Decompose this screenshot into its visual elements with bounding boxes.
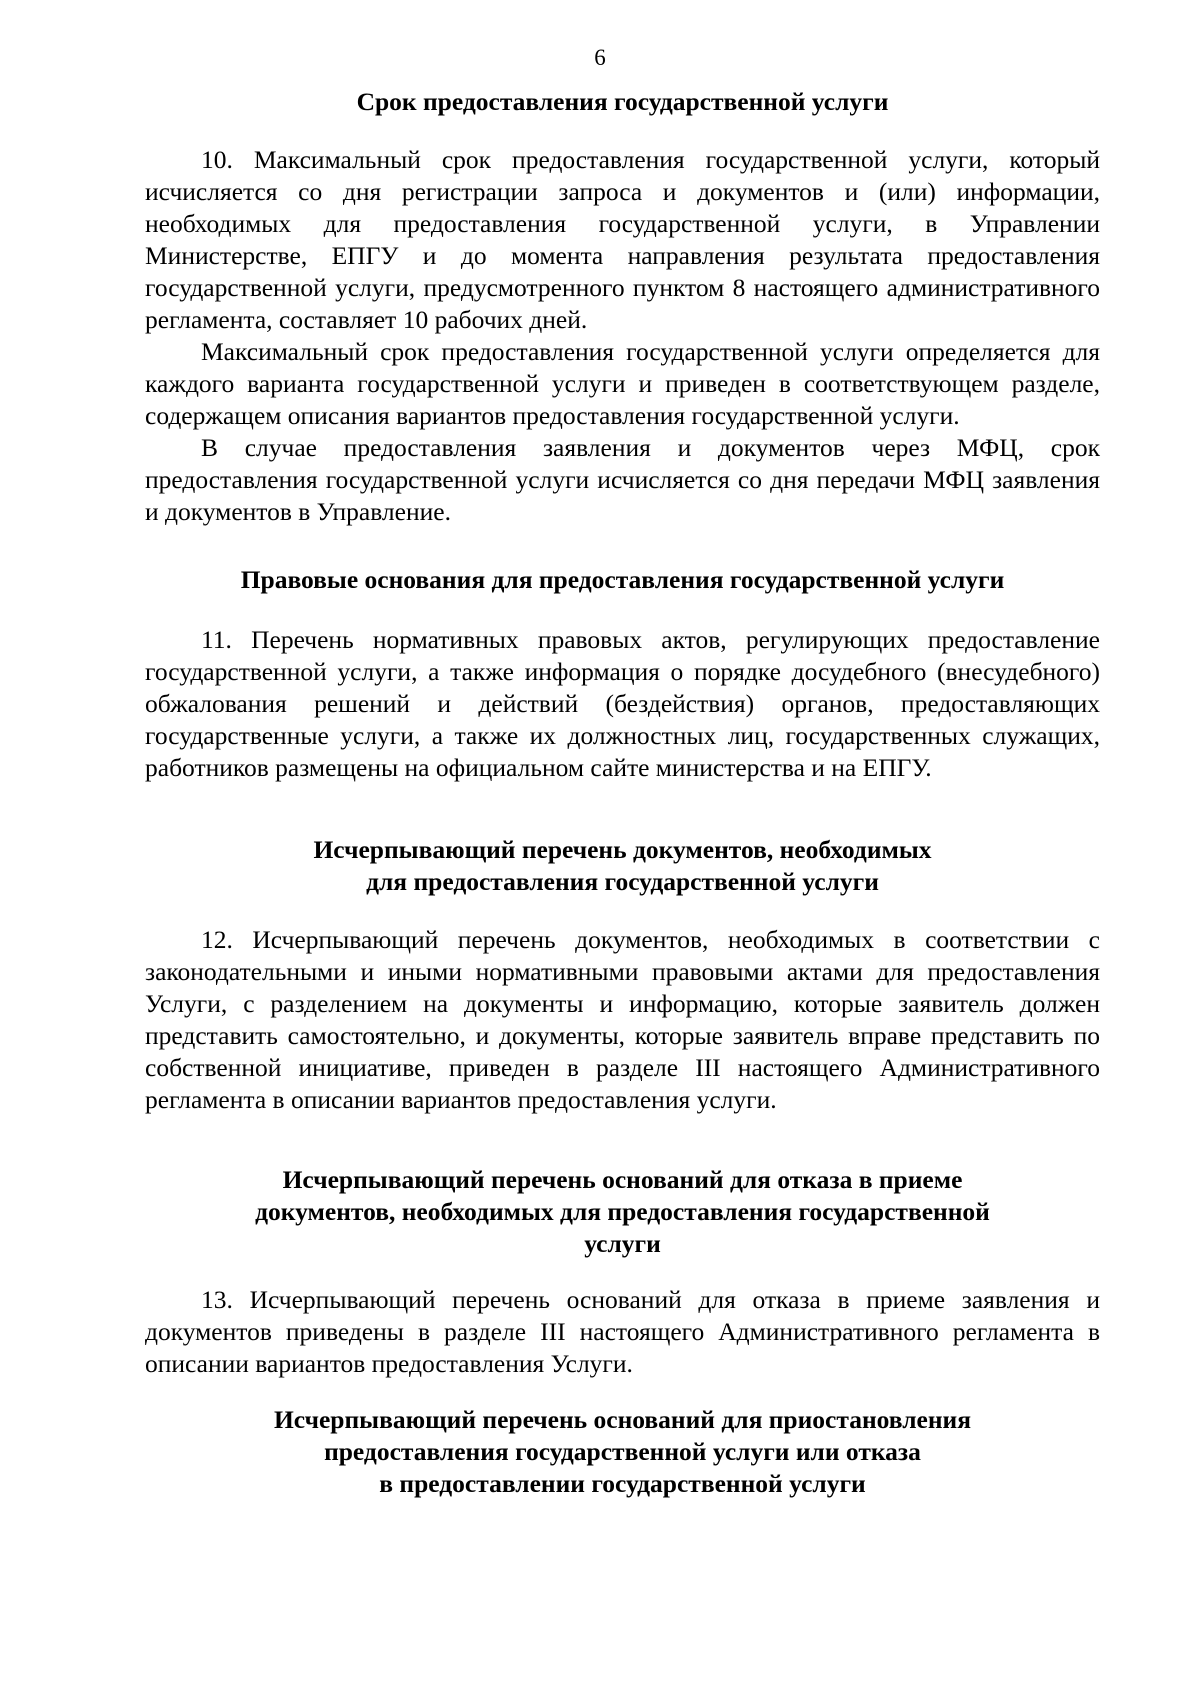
- heading-line: Правовые основания для предоставления государственной услуги: [240, 565, 1005, 594]
- section-heading: [145, 1164, 1100, 1260]
- paragraph: Максимальный срок предоставления государственной услуги определяется для каждого варианта государственной услуги и приведен в соответствующем разделе, содержащем описания вариантов предоставления государственной услуги.: [145, 337, 1100, 430]
- section-heading: [145, 86, 1100, 118]
- paragraph: 10. Максимальный срок предоставления государственной услуги, который исчисляется со дня регистрации запроса и документов и (или) информации, необходимых для предоставления государственной услуги, в Управлении Министерстве, ЕПГУ и до момента направления результата предоставления государственной услуги, предусмотренного пунктом 8 настоящего административного регламента, составляет 10 рабочих дней.: [145, 145, 1100, 334]
- heading-line: Срок предоставления государственной услуги: [356, 87, 889, 116]
- section-heading: [145, 1404, 1100, 1500]
- heading-line: предоставления государственной услуги или отказа: [324, 1437, 921, 1466]
- heading-line: документов, необходимых для предоставления государственной: [255, 1197, 990, 1226]
- heading-line: для предоставления государственной услуги: [366, 867, 879, 896]
- paragraph: 13. Исчерпывающий перечень оснований для отказа в приеме заявления и документов приведены в разделе III настоящего Административного регламента в описании вариантов предоставления Услуги.: [145, 1285, 1100, 1378]
- paragraph: В случае предоставления заявления и документов через МФЦ, срок предоставления государственной услуги исчисляется со дня передачи МФЦ заявления и документов в Управление.: [145, 433, 1100, 526]
- heading-line: Исчерпывающий перечень оснований для приостановления: [273, 1405, 972, 1434]
- section-heading: [145, 834, 1100, 898]
- page-number: 6: [594, 45, 606, 70]
- heading-line: в предоставлении государственной услуги: [379, 1469, 866, 1498]
- heading-line: услуги: [584, 1229, 661, 1258]
- heading-line: Исчерпывающий перечень оснований для отказа в приеме: [282, 1165, 963, 1194]
- heading-line: Исчерпывающий перечень документов, необходимых: [313, 835, 932, 864]
- section-heading: [145, 564, 1100, 596]
- paragraph: 12. Исчерпывающий перечень документов, необходимых в соответствии с законодательными и иными нормативными правовыми актами для предоставления Услуги, с разделением на документы и информацию, которые заявитель должен представить самостоятельно, и документы, которые заявитель вправе представить по собственной инициативе, приведен в разделе III настоящего Административного регламента в описании вариантов предоставления услуги.: [145, 925, 1100, 1114]
- paragraph: 11. Перечень нормативных правовых актов, регулирующих предоставление государственной услуги, а также информация о порядке досудебного (внесудебного) обжалования решений и действий (бездействия) органов, предоставляющих государственные услуги, а также их должностных лиц, государственных служащих, работников размещены на официальном сайте министерства и на ЕПГУ.: [145, 625, 1100, 782]
